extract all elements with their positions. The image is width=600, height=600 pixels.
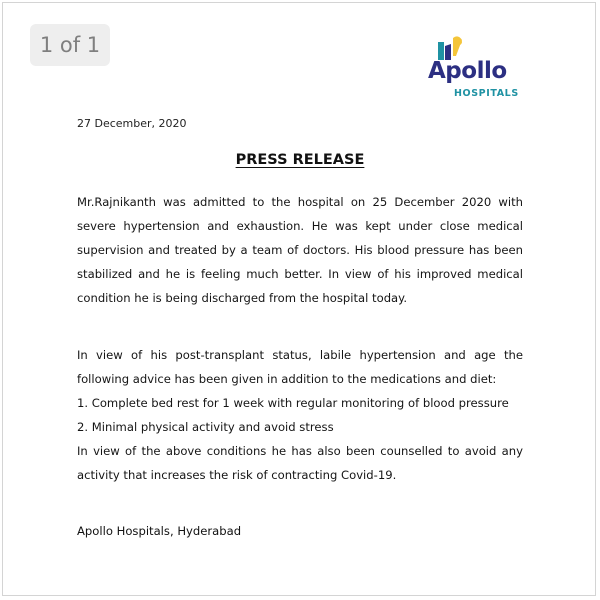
document-date: 27 December, 2020	[77, 117, 187, 130]
page-counter-badge: 1 of 1	[30, 24, 110, 66]
signature-line: Apollo Hospitals, Hyderabad	[77, 524, 242, 538]
paragraph-1-text: Mr.Rajnikanth was admitted to the hospital on 25 December 2020 with severe hypertension and exhaustion. He was kept under close medical supervision and treated by a team of doctors. His blood pressure has been stabilized and he is feeling much better. In view of his improved medical condition he is being discharged from the hospital today.	[77, 195, 523, 305]
logo-wordmark: Apollo	[428, 58, 507, 84]
advice-item-1: 1. Complete bed rest for 1 week with regular monitoring of blood pressure	[77, 396, 509, 410]
paragraph-2-text: In view of his post-transplant status, labile hypertension and age the following advice has been given in addition to the medications and diet:	[77, 348, 523, 386]
logo-subtitle: HOSPITALS	[454, 88, 519, 99]
paragraph-3-text: In view of the above conditions he has also been counselled to avoid any activity that increases the risk of contracting Covid-19.	[77, 444, 523, 482]
paragraph-advice	[77, 343, 523, 487]
advice-item-2: 2. Minimal physical activity and avoid stress	[77, 420, 334, 434]
document-title	[0, 152, 600, 168]
document-title-text: PRESS RELEASE	[235, 152, 365, 168]
paragraph-admission	[77, 190, 523, 310]
